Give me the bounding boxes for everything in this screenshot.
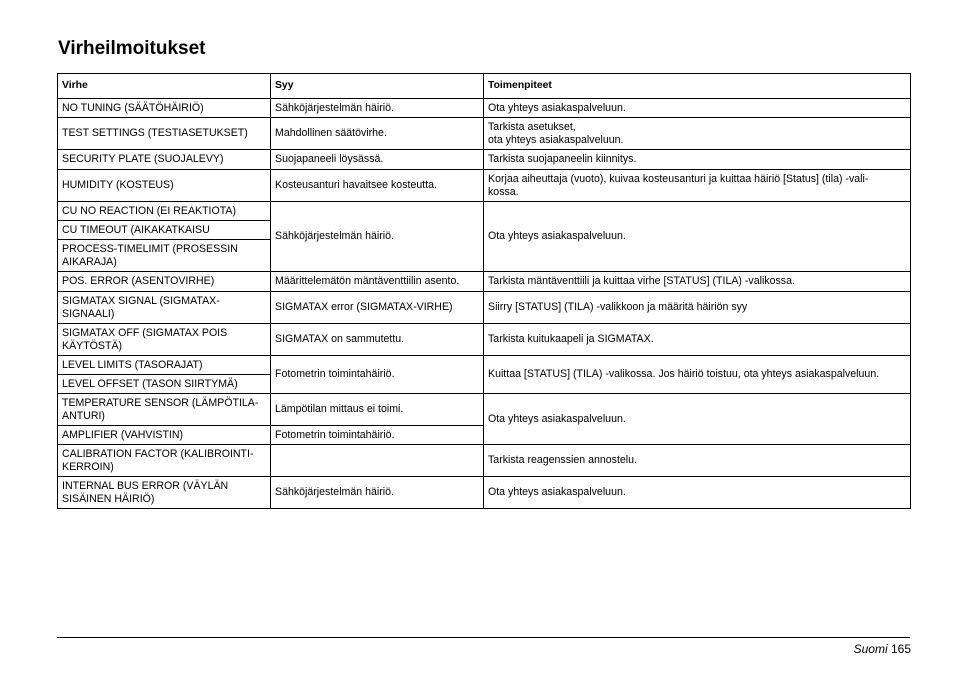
action-cell: Siirry [STATUS] (TILA) -valikkoon ja määritä häiriön syy	[484, 292, 911, 324]
action-cell	[484, 118, 911, 150]
page-title: Virheilmoitukset	[58, 38, 206, 59]
footer-divider	[57, 637, 910, 638]
error-code-cell: LEVEL LIMITS (TASORAJAT)	[58, 356, 271, 375]
action-line: Tarkista asetukset,	[488, 121, 576, 133]
action-cell: Ota yhteys asiakaspalveluun.	[484, 477, 911, 509]
cause-cell: Suojapaneeli löysässä.	[271, 150, 484, 170]
cause-cell	[271, 445, 484, 477]
table-row	[58, 272, 911, 292]
cause-cell: Kosteusanturi havaitsee kosteutta.	[271, 170, 484, 202]
table-row	[58, 150, 911, 170]
column-header-syy: Syy	[271, 74, 484, 99]
error-code-cell: CU NO REACTION (EI REAKTIOTA)	[58, 202, 271, 221]
table-row	[58, 324, 911, 356]
action-cell: Tarkista reagenssien annostelu.	[484, 445, 911, 477]
action-cell: Ota yhteys asiakaspalveluun.	[484, 394, 911, 445]
cause-cell: Sähköjärjestelmän häiriö.	[271, 99, 484, 118]
cause-cell: Määrittelemätön mäntäventtiilin asento.	[271, 272, 484, 292]
column-header-toimenpiteet: Toimenpiteet	[484, 74, 911, 99]
error-code-cell: LEVEL OFFSET (TASON SIIRTYMÄ)	[58, 375, 271, 394]
error-code-cell: CALIBRATION FACTOR (KALIBROINTI-KERROIN)	[58, 445, 271, 477]
error-code-cell: AMPLIFIER (VAHVISTIN)	[58, 426, 271, 445]
page-footer	[854, 642, 911, 656]
table-row	[58, 394, 911, 426]
error-code-cell: NO TUNING (SÄÄTÖHÄIRIÖ)	[58, 99, 271, 118]
column-header-virhe: Virhe	[58, 74, 271, 99]
error-code-cell: SECURITY PLATE (SUOJALEVY)	[58, 150, 271, 170]
table-row	[58, 170, 911, 202]
action-cell	[484, 170, 911, 202]
error-code-cell: INTERNAL BUS ERROR (VÄYLÄN SISÄINEN HÄIRIÖ)	[58, 477, 271, 509]
action-cell: Tarkista mäntäventtiili ja kuittaa virhe [STATUS] (TILA) -valikossa.	[484, 272, 911, 292]
error-code-cell: TEMPERATURE SENSOR (LÄMPÖTILA-ANTURI)	[58, 394, 271, 426]
page-number: 165	[890, 642, 911, 656]
action-line: kossa.	[488, 185, 519, 198]
table-row	[58, 356, 911, 375]
cause-cell: Fotometrin toimintahäiriö.	[271, 356, 484, 394]
table-row	[58, 99, 911, 118]
table-row	[58, 202, 911, 221]
cause-cell: Sähköjärjestelmän häiriö.	[271, 202, 484, 272]
cause-cell: SIGMATAX on sammutettu.	[271, 324, 484, 356]
table-header-row	[58, 74, 911, 99]
error-code-cell: CU TIMEOUT (AIKAKATKAISU	[58, 221, 271, 240]
cause-cell: SIGMATAX error (SIGMATAX-VIRHE)	[271, 292, 484, 324]
error-code-cell: SIGMATAX SIGNAL (SIGMATAX-SIGNAALI)	[58, 292, 271, 324]
action-cell: Tarkista kuitukaapeli ja SIGMATAX.	[484, 324, 911, 356]
error-code-cell: HUMIDITY (KOSTEUS)	[58, 170, 271, 202]
table-row	[58, 292, 911, 324]
error-code-cell: PROCESS-TIMELIMIT (PROSESSIN AIKARAJA)	[58, 240, 271, 272]
action-line: ota yhteys asiakaspalveluun.	[488, 133, 624, 146]
action-cell: Ota yhteys asiakaspalveluun.	[484, 99, 911, 118]
footer-language: Suomi	[853, 642, 888, 656]
action-line: Korjaa aiheuttaja (vuoto), kuivaa kosteusanturi ja kuittaa häiriö [Status] (tila) -vali-	[488, 173, 869, 185]
cause-cell: Fotometrin toimintahäiriö.	[271, 426, 484, 445]
error-message-table	[57, 73, 911, 509]
table-row	[58, 445, 911, 477]
error-code-cell: SIGMATAX OFF (SIGMATAX POIS KÄYTÖSTÄ)	[58, 324, 271, 356]
table-row	[58, 477, 911, 509]
cause-cell: Lämpötilan mittaus ei toimi.	[271, 394, 484, 426]
error-code-cell: POS. ERROR (ASENTOVIRHE)	[58, 272, 271, 292]
cause-cell: Sähköjärjestelmän häiriö.	[271, 477, 484, 509]
error-code-cell: TEST SETTINGS (TESTIASETUKSET)	[58, 118, 271, 150]
action-cell: Tarkista suojapaneelin kiinnitys.	[484, 150, 911, 170]
cause-cell: Mahdollinen säätövirhe.	[271, 118, 484, 150]
action-cell: Ota yhteys asiakaspalveluun.	[484, 202, 911, 272]
action-cell: Kuittaa [STATUS] (TILA) -valikossa. Jos häiriö toistuu, ota yhteys asiakaspalveluun.	[484, 356, 911, 394]
table-row	[58, 118, 911, 150]
